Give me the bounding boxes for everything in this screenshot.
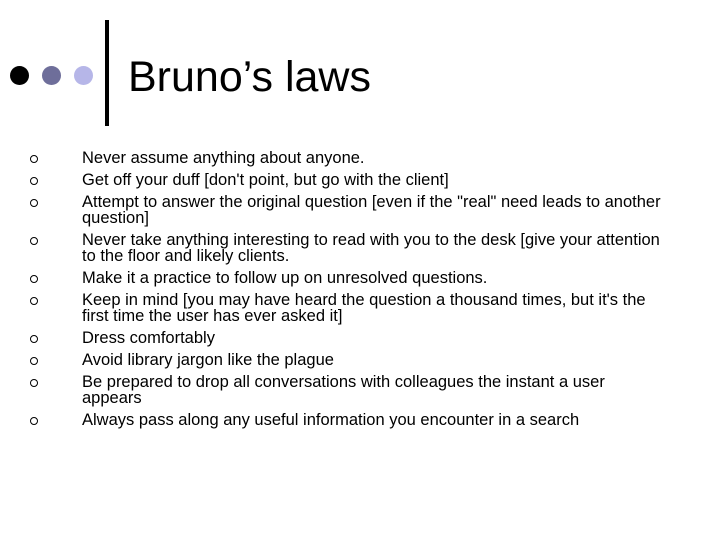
- bullet-text: Attempt to answer the original question [even if the "real" need leads to another question]: [82, 193, 661, 227]
- bullet-item: [28, 172, 668, 188]
- bullet-text: Dress comfortably: [82, 329, 215, 347]
- bullet-item: [28, 374, 668, 406]
- bullet-item: [28, 292, 668, 324]
- bullet-item: [28, 270, 668, 286]
- bullet-item: [28, 150, 668, 166]
- bullet-item: [28, 232, 668, 264]
- hollow-circle-bullet-icon: [30, 275, 38, 283]
- dot-light: [74, 66, 93, 85]
- bullet-item: [28, 352, 668, 368]
- bullet-item: [28, 194, 668, 226]
- hollow-circle-bullet-icon: [30, 357, 38, 365]
- hollow-circle-bullet-icon: [30, 379, 38, 387]
- slide-title: Bruno’s laws: [128, 53, 371, 101]
- bullet-text: Keep in mind [you may have heard the question a thousand times, but it's the first time the user has ever asked it]: [82, 291, 646, 325]
- bullet-list: [28, 150, 668, 434]
- hollow-circle-bullet-icon: [30, 297, 38, 305]
- title-divider-line: [105, 20, 109, 126]
- bullet-text: Always pass along any useful information you encounter in a search: [82, 411, 580, 429]
- hollow-circle-bullet-icon: [30, 417, 38, 425]
- hollow-circle-bullet-icon: [30, 177, 38, 185]
- hollow-circle-bullet-icon: [30, 155, 38, 163]
- bullet-text: Be prepared to drop all conversations with colleagues the instant a user appears: [82, 373, 605, 407]
- bullet-text: Never assume anything about anyone.: [82, 149, 365, 167]
- bullet-text: Never take anything interesting to read with you to the desk [give your attention to the floor and likely clients.: [82, 231, 660, 265]
- dot-dark: [10, 66, 29, 85]
- bullet-text: Make it a practice to follow up on unresolved questions.: [82, 269, 488, 287]
- decorative-dots: [10, 66, 100, 86]
- hollow-circle-bullet-icon: [30, 237, 38, 245]
- bullet-item: [28, 330, 668, 346]
- bullet-text: Avoid library jargon like the plague: [82, 351, 334, 369]
- hollow-circle-bullet-icon: [30, 199, 38, 207]
- bullet-item: [28, 412, 668, 428]
- bullet-text: Get off your duff [don't point, but go with the client]: [82, 171, 449, 189]
- dot-medium: [42, 66, 61, 85]
- hollow-circle-bullet-icon: [30, 335, 38, 343]
